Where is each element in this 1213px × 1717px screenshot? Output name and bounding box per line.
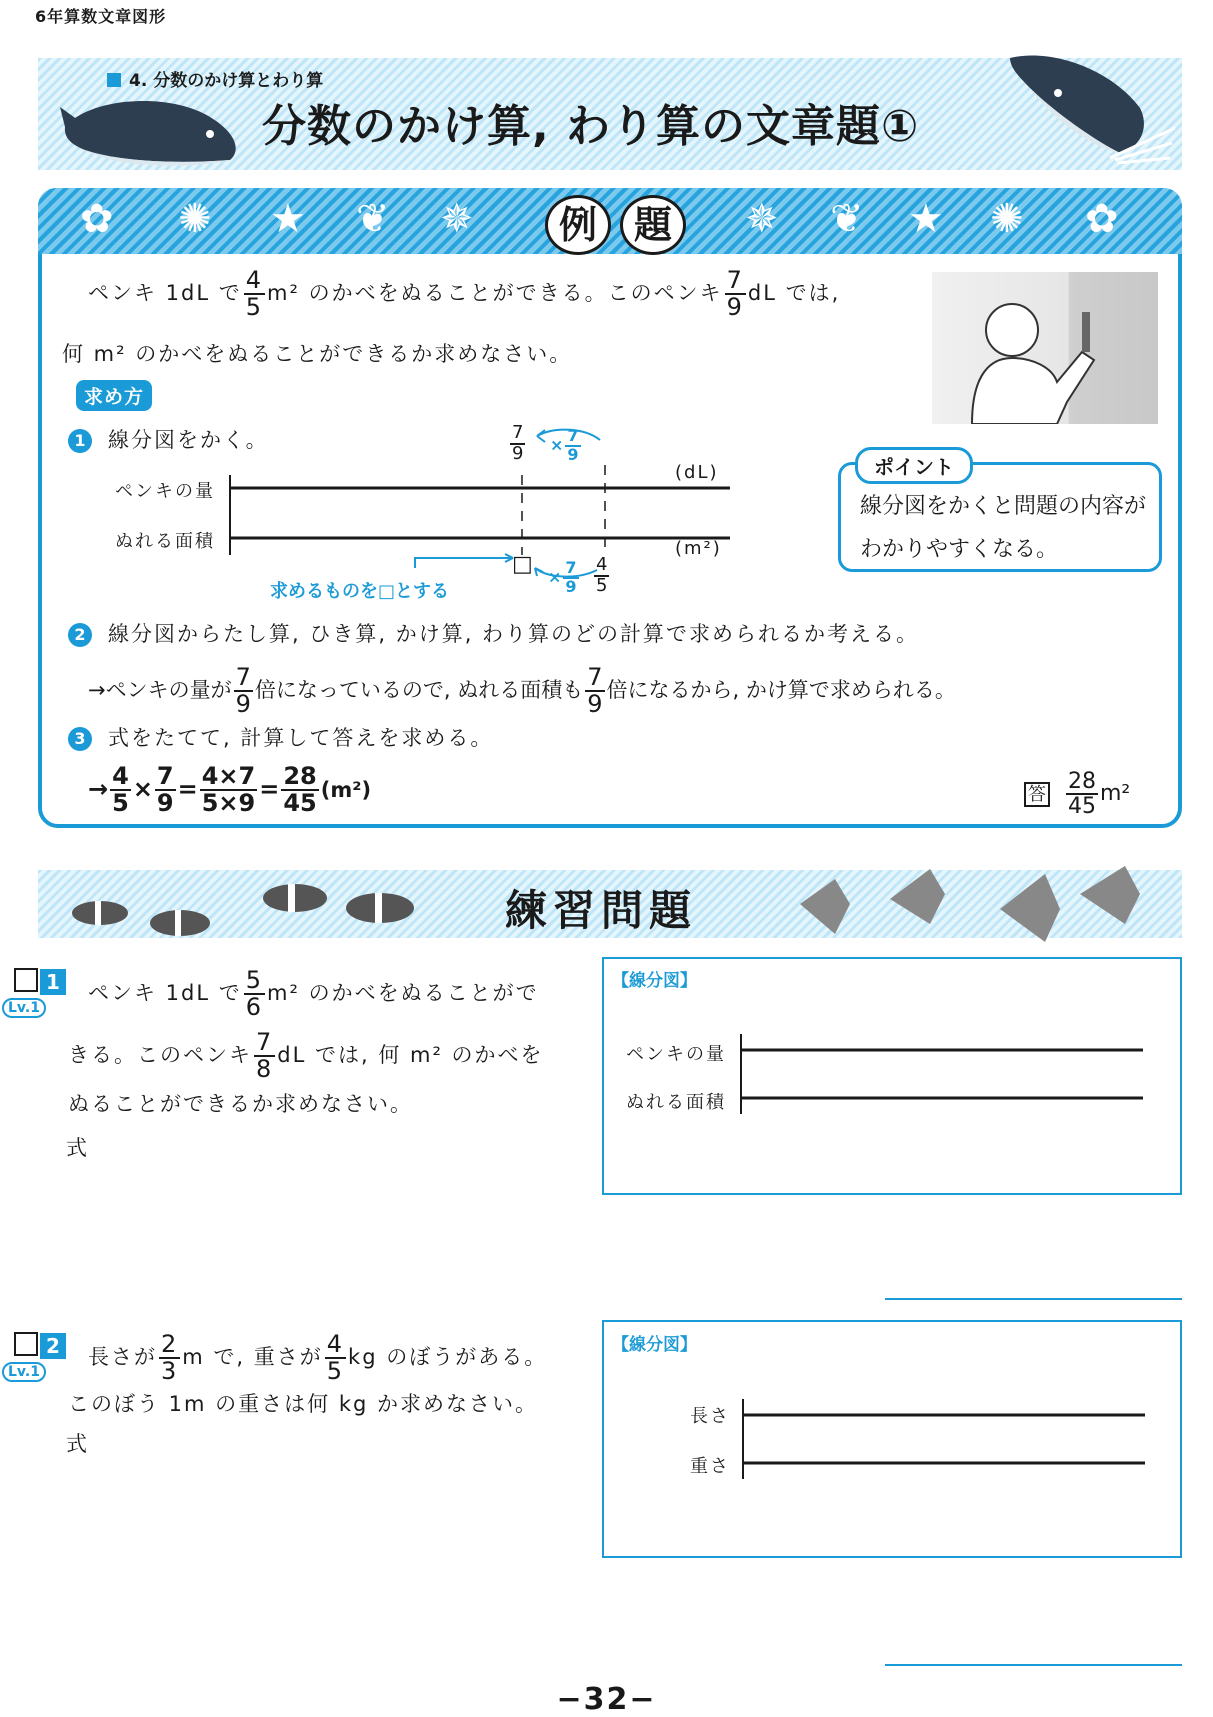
q1-row-area: ぬれる面積 <box>626 1092 726 1113</box>
step2: 2 線分図からたし算, ひき算, かけ算, わり算のどの計算で求められるか考える。 <box>68 618 919 648</box>
q1-diagram-label: 【線分図】 <box>612 971 697 991</box>
course-header: 6年算数文章図形 <box>35 7 167 26</box>
starfish-icon: ★ <box>270 196 306 242</box>
level-badge: Lv.1 <box>2 1362 46 1382</box>
example-badge-1: 例 <box>545 195 611 255</box>
q2-row-length: 長さ <box>690 1406 730 1427</box>
breaching-whale-illustration <box>1000 48 1175 166</box>
question-2-number: 2 <box>14 1332 66 1359</box>
example-problem-line2: 何 m² のかべをぬることができるか求めなさい。 <box>62 342 573 366</box>
page-title: 分数のかけ算, わり算の文章題① <box>262 101 920 152</box>
diagram-row-paint: ペンキの量 <box>115 481 215 502</box>
q1-answer-line[interactable] <box>885 1298 1182 1300</box>
diagram-bottom-fraction: $\frac{4}{5}$ <box>596 554 608 596</box>
step3: 3 式をたてて, 計算して答えを求める。 <box>68 722 493 752</box>
fraction: $\frac{7}{9}$ <box>726 266 744 322</box>
example-line-diagram <box>225 420 745 580</box>
q2-line2: このぼう 1m の重さは何 kg か求めなさい。 <box>68 1392 539 1416</box>
shell-icon: ✿ <box>80 196 114 242</box>
shell-icon: ✺ <box>178 196 212 242</box>
q1-formula-label: 式 <box>66 1136 89 1160</box>
practice-title: 練習問題 <box>505 886 698 935</box>
shell-icon: ❦ <box>356 196 390 242</box>
diagram-unit-dl: (dL) <box>675 462 719 483</box>
shell-icon: ❦ <box>830 196 864 242</box>
diagram-unit-m2: (m²) <box>675 538 722 559</box>
clownfish-illustration <box>60 878 440 948</box>
point-label: ポイント <box>855 447 973 484</box>
example-badge-2: 題 <box>620 195 686 255</box>
question-1-number: 1 <box>14 968 66 995</box>
q2-line1: 長さが $\frac{2}{3}$ m で, 重さが $\frac{4}{5}$ kg のぼうがある。 <box>88 1330 548 1386</box>
unit-square-icon <box>107 73 121 87</box>
diagram-row-area: ぬれる面積 <box>115 531 215 552</box>
unit-label: 4. 分数のかけ算とわり算 <box>107 66 323 91</box>
angelfish-illustration <box>790 864 1180 944</box>
q2-answer-line[interactable] <box>885 1664 1182 1666</box>
q2-formula-label: 式 <box>66 1432 89 1456</box>
diagram-times-bottom: × $\frac{7}{9}$ <box>548 558 577 596</box>
q1-line2: きる。このペンキ $\frac{7}{8}$ dL では, 何 m² のかべを <box>68 1028 544 1084</box>
unknown-box: □ <box>512 552 533 577</box>
shell-icon: ✵ <box>440 196 474 242</box>
diagram-times-top: × $\frac{7}{9}$ <box>550 426 579 464</box>
point-text: 線分図をかくと問題の内容がわかりやすくなる。 <box>860 494 1147 562</box>
step2-reason: →ペンキの量が $\frac{7}{9}$ 倍になっているので, ぬれる面積も $\frac{7}{9}$ 倍になるから, かけ算で求められる。 <box>88 663 956 719</box>
page-number: −32− <box>556 1682 657 1717</box>
shell-icon: ✵ <box>745 196 779 242</box>
fraction: $\frac{4}{5}$ <box>245 266 264 322</box>
diagram-top-fraction: $\frac{7}{9}$ <box>512 422 524 464</box>
q1-line-diagram <box>738 1030 1148 1120</box>
q2-diagram-label: 【線分図】 <box>612 1335 697 1355</box>
calc-formula: → $\frac{4}{5}$ × $\frac{7}{9}$ = $\frac{4\times 7}{5\times 9}$ = $\frac{28}{45}$ (m²) <box>88 762 372 818</box>
answer: 答 $\frac{28}{45}$ m² <box>1024 770 1130 818</box>
method-label: 求め方 <box>76 380 152 411</box>
q2-row-weight: 重さ <box>690 1456 730 1477</box>
starfish-icon: ★ <box>908 196 944 242</box>
step1: 1 線分図をかく。 <box>68 424 269 454</box>
q1-line1: ペンキ 1dL で $\frac{5}{6}$ m² のかべをぬることがで <box>88 966 539 1022</box>
example-problem-line1: ペンキ 1dL で $\frac{4}{5}$ m² のかべをぬることができる。このペンキ $\frac{7}{9}$ dL では, <box>88 266 841 322</box>
painter-illustration <box>932 272 1158 424</box>
shell-icon: ✿ <box>1085 196 1119 242</box>
box-note: 求めるものを□とする <box>270 581 450 602</box>
level-badge: Lv.1 <box>2 998 46 1018</box>
q1-line3: ぬることができるか求めなさい。 <box>68 1092 413 1116</box>
checkbox[interactable] <box>14 968 38 992</box>
q1-row-paint: ペンキの量 <box>626 1044 726 1065</box>
q2-line-diagram <box>740 1395 1150 1485</box>
shell-icon: ✺ <box>990 196 1024 242</box>
whale-illustration <box>60 82 250 172</box>
checkbox[interactable] <box>14 1332 38 1356</box>
